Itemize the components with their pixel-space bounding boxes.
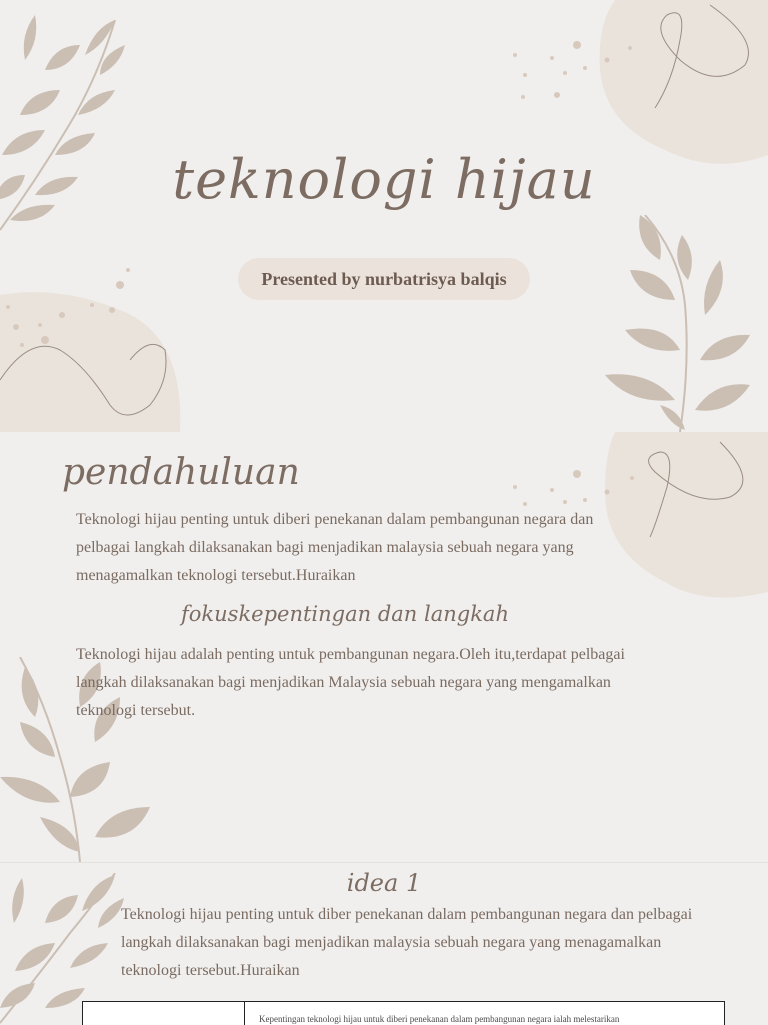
- section-heading: pendahuluan: [62, 452, 300, 493]
- table-cell: [83, 1002, 245, 1025]
- content-table: [82, 1001, 725, 1025]
- title-slide: [0, 0, 768, 432]
- presentation-title: teknologi hijau: [0, 148, 768, 211]
- sub-heading: fokuskepentingan dan langkah: [0, 602, 690, 626]
- intro-paragraph: Teknologi hijau penting untuk diberi penekanan dalam pembangunan negara dan pelbagai langkah dilaksanakan bagi menjadikan malaysia sebuah negara yang menagamalkan teknologi tersebut.Huraikan: [76, 506, 650, 590]
- table-row: [83, 1002, 725, 1025]
- idea-heading: idea 1: [0, 869, 768, 897]
- intro-slide: [0, 432, 768, 862]
- idea-slide: [0, 862, 768, 1025]
- leaf-branch-icon: [600, 215, 768, 432]
- idea-paragraph: Teknologi hijau penting untuk diber penekanan dalam pembangunan negara dan pelbagai langkah dilaksanakan bagi menjadikan malaysia sebuah negara yang menagamalkan teknologi tersebut.Huraikan: [121, 901, 716, 985]
- table-cell: Kepentingan teknologi hijau untuk diberi penekanan dalam pembangunan negara ialah melestarikan: [245, 1002, 725, 1025]
- presenter-badge: Presented by nurbatrisya balqis: [238, 258, 530, 300]
- focus-paragraph: Teknologi hijau adalah penting untuk pembangunan negara.Oleh itu,terdapat pelbagai langkah dilaksanakan bagi menjadikan Malaysia sebuah negara yang mengamalkan teknologi tersebut.: [76, 641, 656, 725]
- dots-decoration: [505, 35, 640, 105]
- blob-decoration: [0, 265, 195, 432]
